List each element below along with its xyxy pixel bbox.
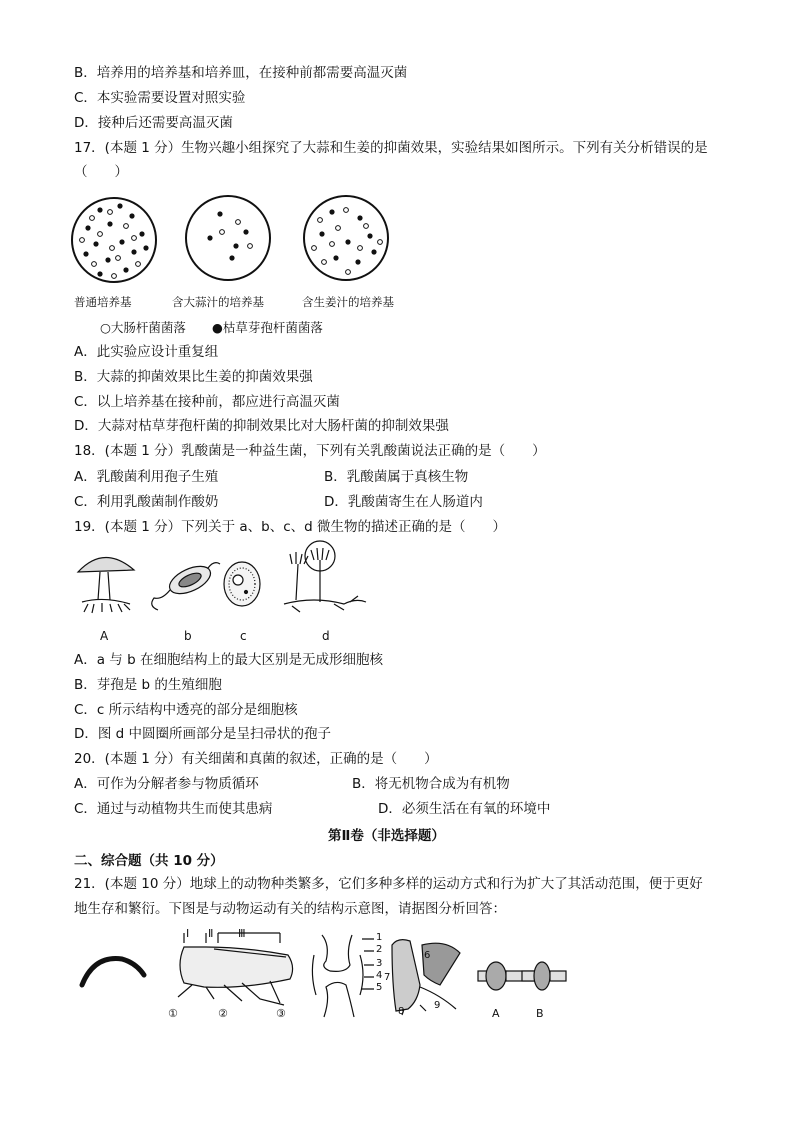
label-c: c bbox=[240, 629, 247, 643]
joint-number-5: 5 bbox=[376, 982, 383, 993]
q19-option-b: B．芽孢是 b 的生殖细胞 bbox=[74, 677, 222, 693]
bone-label-a: A bbox=[492, 1007, 500, 1020]
label-a: A bbox=[100, 629, 109, 643]
q17-option-d: D．大蒜对枯草芽孢杆菌的抑制效果比对大肠杆菌的抑制效果强 bbox=[74, 418, 449, 434]
q18-option-a: A．乳酸菌利用孢子生殖 bbox=[74, 469, 219, 485]
q19-option-a: A．a 与 b 在细胞结构上的最大区别是无成形细胞核 bbox=[74, 652, 383, 668]
bone-joint-b-icon bbox=[522, 962, 566, 990]
arm-number-7: 7 bbox=[384, 972, 391, 983]
grasshopper-icon bbox=[178, 933, 293, 1005]
yeast-cell-icon bbox=[224, 562, 260, 606]
petri-dish-garlic bbox=[186, 196, 270, 280]
bacterium-icon bbox=[152, 561, 220, 610]
q18-option-b: B．乳酸菌属于真核生物 bbox=[324, 469, 469, 485]
joint-number-1: 1 bbox=[376, 932, 383, 943]
label-d: d bbox=[322, 629, 330, 643]
q16-option-b: B．培养用的培养基和培养皿，在接种前都需要高温灭菌 bbox=[74, 65, 408, 81]
q20-stem: 20．(本题 1 分）有关细菌和真菌的叙述，正确的是（ ） bbox=[74, 751, 438, 767]
arm-number-9: 9 bbox=[434, 1000, 441, 1011]
q20-option-b: B．将无机物合成为有机物 bbox=[352, 776, 510, 792]
q19-stem: 19．(本题 1 分）下列关于 a、b、c、d 微生物的描述正确的是（ ） bbox=[74, 519, 507, 535]
penicillium-icon bbox=[284, 541, 366, 612]
q17-paren: （ ） bbox=[74, 164, 128, 180]
microorganism-figure bbox=[74, 540, 374, 620]
petri-dish-normal bbox=[72, 198, 156, 282]
section-two-title: 二、综合题（共 10 分） bbox=[74, 853, 224, 869]
label-b: b bbox=[184, 629, 192, 643]
q19-option-c: C．c 所示结构中透亮的部分是细胞核 bbox=[74, 702, 298, 718]
joint-number-4: 4 bbox=[376, 970, 383, 981]
part-label-3: ③ bbox=[276, 1007, 286, 1020]
q18-stem: 18．(本题 1 分）乳酸菌是一种益生菌，下列有关乳酸菌说法正确的是（ ） bbox=[74, 443, 546, 459]
q20-option-c: C．通过与动植物共生而使其患病 bbox=[74, 801, 273, 817]
part-two-title: 第Ⅱ卷（非选择题） bbox=[328, 828, 445, 844]
q17-stem: 17．(本题 1 分）生物兴趣小组探究了大蒜和生姜的抑菌效果，实验结果如图所示。下列有关分析错误的是 bbox=[74, 140, 708, 156]
q17-option-c: C．以上培养基在接种前，都应进行高温灭菌 bbox=[74, 394, 340, 410]
region-label-2: Ⅱ bbox=[208, 927, 214, 940]
petri-dish-figure bbox=[70, 192, 400, 287]
region-label-3: Ⅲ bbox=[238, 927, 246, 940]
caption-garlic: 含大蒜汁的培养基 bbox=[172, 295, 264, 309]
knee-joint-icon bbox=[312, 935, 374, 1017]
bone-label-b: B bbox=[536, 1007, 544, 1020]
arm-number-6: 6 bbox=[424, 950, 431, 961]
q20-option-d: D．必须生活在有氧的环境中 bbox=[378, 801, 551, 817]
legend-e-coli: ○大肠杆菌菌落 bbox=[100, 320, 186, 335]
q16-option-d: D．接种后还需要高温灭菌 bbox=[74, 115, 233, 131]
earthworm-icon bbox=[82, 959, 144, 985]
q16-option-c: C．本实验需要设置对照实验 bbox=[74, 90, 246, 106]
q19-option-d: D．图 d 中圆圈所画部分是呈扫帚状的孢子 bbox=[74, 726, 332, 742]
joint-number-2: 2 bbox=[376, 944, 383, 955]
part-label-1: ① bbox=[168, 1007, 178, 1020]
q17-option-a: A．此实验应设计重复组 bbox=[74, 344, 219, 360]
mushroom-icon bbox=[78, 557, 134, 613]
legend-bacillus: ●枯草芽孢杆菌菌落 bbox=[212, 320, 323, 335]
part-label-2: ② bbox=[218, 1007, 228, 1020]
region-label-1: Ⅰ bbox=[186, 927, 190, 940]
caption-normal: 普通培养基 bbox=[74, 295, 132, 309]
q18-option-d: D．乳酸菌寄生在人肠道内 bbox=[324, 494, 483, 510]
q21-stem-line1: 21．(本题 10 分）地球上的动物种类繁多，它们多种多样的运动方式和行为扩大了其活动范围，便于更好 bbox=[74, 876, 703, 892]
arm-number-8: 8 bbox=[398, 1006, 405, 1017]
q21-stem-line2: 地生存和繁衍。下图是与动物运动有关的结构示意图，请据图分析回答： bbox=[74, 901, 506, 917]
q18-option-c: C．利用乳酸菌制作酸奶 bbox=[74, 494, 219, 510]
caption-ginger: 含生姜汁的培养基 bbox=[302, 295, 394, 309]
petri-dish-ginger bbox=[304, 196, 388, 280]
q20-option-a: A．可作为分解者参与物质循环 bbox=[74, 776, 259, 792]
joint-number-3: 3 bbox=[376, 958, 383, 969]
q17-option-b: B．大蒜的抑菌效果比生姜的抑菌效果强 bbox=[74, 369, 313, 385]
